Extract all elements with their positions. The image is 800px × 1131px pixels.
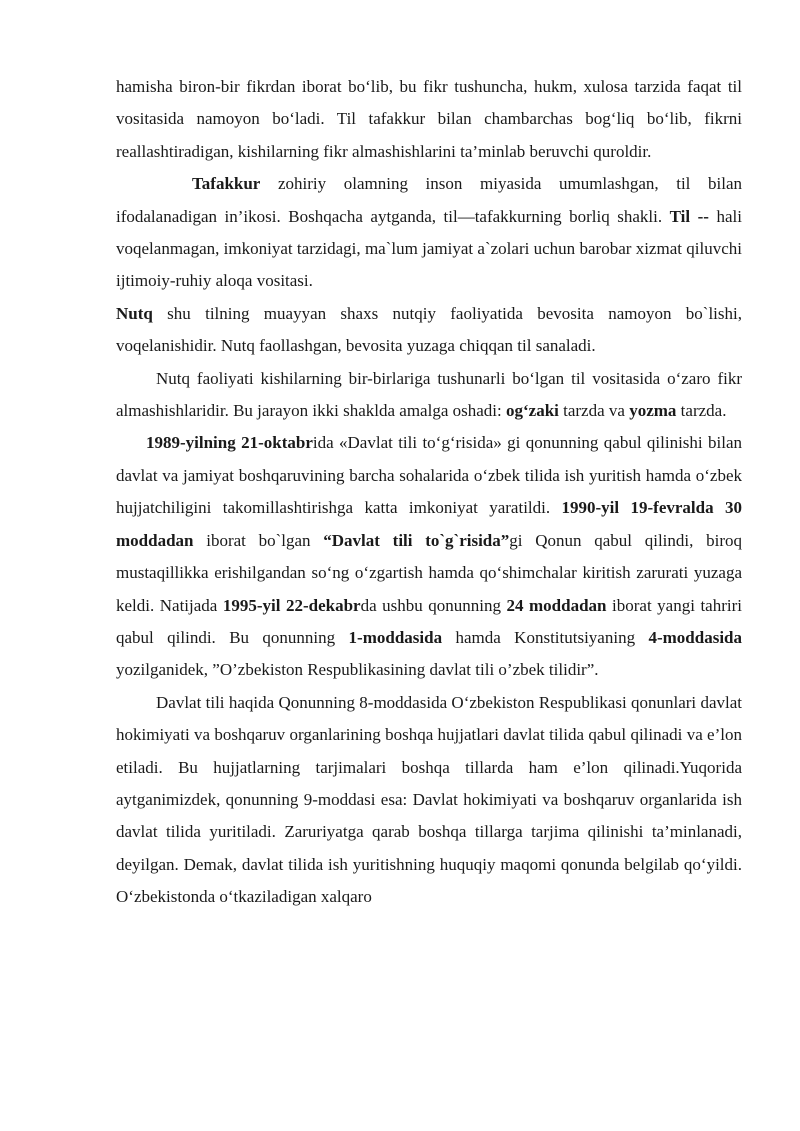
bold-text-run: og‘zaki xyxy=(505,401,559,421)
paragraph-til-definition xyxy=(116,71,742,168)
text-run: tarzda. xyxy=(676,401,727,421)
bold-text-run: yozma xyxy=(629,401,677,421)
text-run: yozilganidek, ”O’zbekiston Respublikasining davlat tili o’zbek tilidir”. xyxy=(116,660,599,680)
paragraph-nutq xyxy=(116,298,742,363)
bold-text-run: “Davlat tili to`g`risida” xyxy=(323,530,510,550)
paragraph-nutq-faoliyati xyxy=(116,363,742,428)
text-run: zohiriy olamning inson miyasida umumlashgan, til bilan ifodalanadigan in’ikosi. Boshqacha aytganda, til—tafakkurning borliq shakli. xyxy=(116,174,742,226)
bold-text-run: 4-moddasida xyxy=(648,627,742,647)
text-run: Davlat tili haqida Qonunning 8-moddasida O‘zbekiston Respublikasi qonunlari davlat hokimiyati va boshqaruv organlarining boshqa hujjatlari davlat tilida qabul qilinadi va e’lon etiladi. Bu hujjatlarning tarjimalari boshqa tillarda ham e’lon qilinadi.Yuqorida aytganimizdek, qonunning 9-moddasi esa: Davlat hokimiyati va boshqaruv organlarida ish davlat tilida yuritiladi. Zaruriyatga qarab boshqa tillarga tarjima qilinishi ta’minlanadi, deyilgan. Demak, davlat tilida ish yuritishning huquqiy maqomi qonunda belgilab qo‘yildi. O‘zbekistonda o‘tkaziladigan xalqaro xyxy=(116,692,742,907)
bold-text-run: 1995-yil 22-dekabr xyxy=(222,595,361,615)
text-run: Nutq faoliyati kishilarning bir-birlariga tushunarli bo‘lgan til vositasida o‘zaro fikr almashishlaridir. Bu jarayon ikki shaklda amalga oshadi: xyxy=(116,368,742,421)
text-run: hali voqelanmagan, imkoniyat tarzidagi, ma`lum jamiyat a`zolari uchun barobar xizmat qiluvchi ijtimoiy-ruhiy aloqa vositasi. xyxy=(116,206,742,291)
document-page xyxy=(116,71,742,914)
text-run: da ushbu qonunning xyxy=(360,595,507,615)
bold-text-run: 1990-yil 19-fevralda 30 moddadan xyxy=(116,498,742,550)
text-run: ida «Davlat tili to‘g‘risida» gi qonunning qabul qilinishi bilan davlat va jamiyat boshqaruvining barcha sohalarida o‘zbek tilida ish yuritish hamda o‘zbek hujjatchiligini takomillashtirishga katta imkoniyat yaratildi. xyxy=(116,433,742,518)
text-run: hamisha biron-bir fikrdan iborat bo‘lib, bu fikr tushuncha, hukm, xulosa tarzida faqat til vositasida namoyon bo‘ladi. Til tafakkur bilan chambarchas bog‘liq bo‘lib, fikrni reallashtiradigan, kishilarning fikr almashishlarini ta’minlab beruvchi quroldir. xyxy=(116,77,742,161)
bold-text-run: Tafakkur xyxy=(192,174,261,194)
text-run: hamda Konstitutsiyaning xyxy=(442,627,649,647)
bold-text-run: Til -- xyxy=(669,206,709,226)
text-run: iborat bo`lgan xyxy=(193,530,324,550)
paragraph-tafakkur xyxy=(116,168,742,298)
text-run: tarzda va xyxy=(558,401,630,421)
bold-text-run: Nutq xyxy=(116,303,153,323)
text-run: iborat yangi tahriri qabul qilindi. Bu qonunning xyxy=(116,595,742,647)
bold-text-run: 1-moddasida xyxy=(348,627,443,647)
text-run: gi Qonun qabul qilindi, biroq mustaqillikka erishilgandan so‘ng o‘zgartish hamda qo‘shimchalar kiritish zarurati yuzaga keldi. Natijada xyxy=(116,530,742,615)
paragraph-8-moddasi xyxy=(116,687,742,914)
bold-text-run: 24 moddadan xyxy=(506,595,607,615)
bold-text-run: 1989-yilning 21-oktabr xyxy=(146,433,313,453)
paragraph-davlat-tili-qonuni xyxy=(116,427,742,686)
text-run: shu tilning muayyan shaxs nutqiy faoliyatida bevosita namoyon bo`lishi, voqelanishidir. Nutq faollashgan, bevosita yuzaga chiqqan til sanaladi. xyxy=(116,303,742,356)
